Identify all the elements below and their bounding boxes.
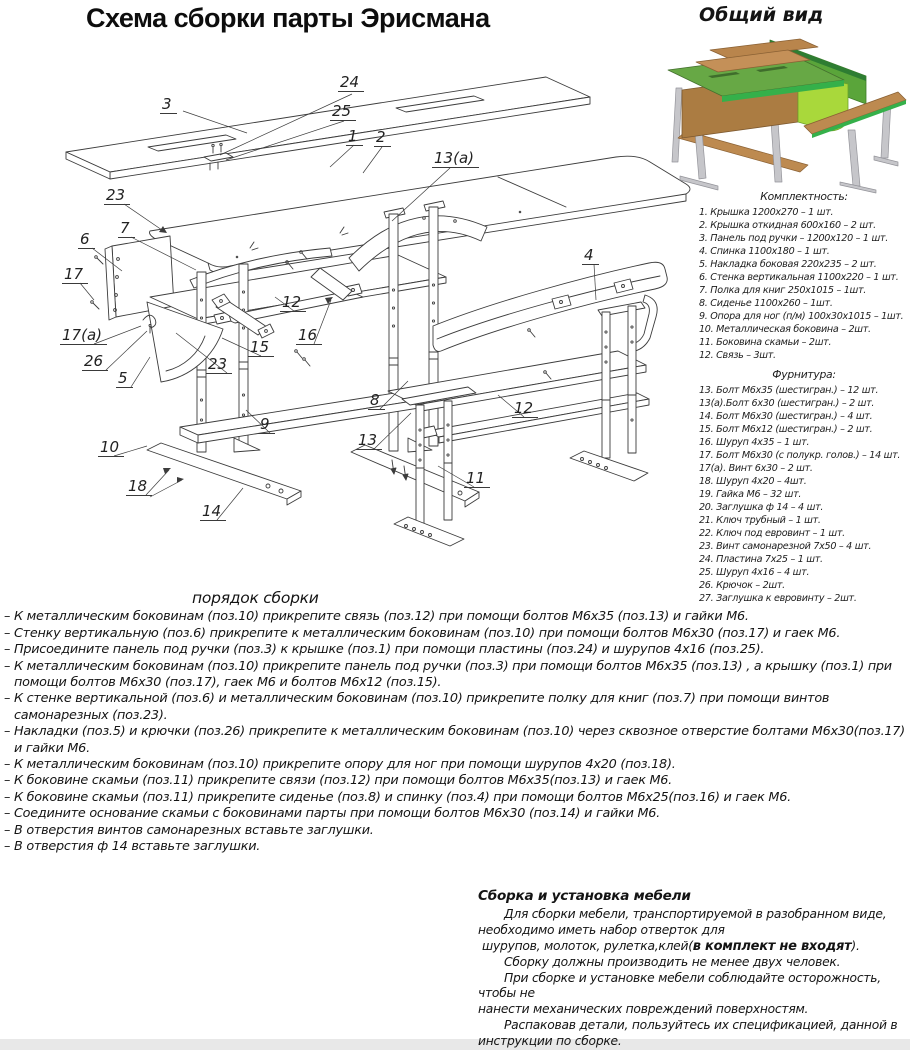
parts-item: 4. Спинка 1100х180 – 1 шт. <box>699 246 830 257</box>
callout-label: 16 <box>296 327 322 345</box>
parts-list <box>699 190 909 605</box>
hardware-item: 25. Шуруп 4х16 – 4 шт. <box>699 567 810 578</box>
parts-item: 6. Стенка вертикальная 1100х220 – 1 шт. <box>699 272 899 283</box>
note-line: нанести механических повреждений поверхностям. <box>478 1002 809 1017</box>
parts-item: 1. Крышка 1200х270 – 1 шт. <box>699 207 834 218</box>
parts-item: 11. Боковина скамьи – 2шт. <box>699 337 832 348</box>
hardware-item: 21. Ключ трубный – 1 шт. <box>699 515 821 526</box>
hardware-item: 18. Шуруп 4х20 – 4шт. <box>699 476 807 487</box>
callout-label: 2 <box>374 129 391 147</box>
callout-label: 13 <box>356 432 382 450</box>
assembly-order-section <box>4 590 907 856</box>
note-line-part: шурупов, молоток, рулетка,клей( <box>482 938 693 953</box>
hardware-item: 26. Крючок – 2шт. <box>699 580 785 591</box>
installation-note-header: Сборка и установка мебели <box>478 888 691 904</box>
installation-note <box>478 889 907 1050</box>
hardware-item: 14. Болт М6х30 (шестигран.) – 4 шт. <box>699 411 873 422</box>
assembly-step: – К металлическим боковинам (поз.10) прикрепите опору для ног при помощи шурупов 4х20 (поз.18). <box>4 757 676 773</box>
callout-label: 7 <box>118 220 135 238</box>
callout-label: 18 <box>126 478 152 496</box>
callout-label: 5 <box>116 370 133 388</box>
hardware-item: 27. Заглушка к евровинту – 2шт. <box>699 593 857 604</box>
assembly-order-header: порядок сборки <box>192 589 319 607</box>
page-title: Схема сборки парты Эрисмана <box>86 3 490 33</box>
hardware-list-header: Фурнитура: <box>772 368 836 381</box>
callout-label: 8 <box>368 392 385 410</box>
callout-label: 12 <box>512 400 538 418</box>
assembly-step: – В отверстия винтов самонарезных вставьте заглушки. <box>4 822 374 838</box>
callout-label: 9 <box>258 416 275 434</box>
note-line: При сборке и установке мебели соблюдайте осторожность, чтобы не <box>478 970 881 1001</box>
callout-label: 23 <box>104 187 130 205</box>
hardware-item: 16. Шуруп 4х35 – 1 шт. <box>699 437 810 448</box>
hardware-item: 13(а).Болт 6х30 (шестигран.) – 2 шт. <box>699 398 875 409</box>
assembly-step: – К боковине скамьи (поз.11) прикрепите связи (поз.12) при помощи болтов М6х35(поз.13) и гаек М6. <box>4 773 672 789</box>
note-line: необходимо иметь набор отверток для <box>478 922 725 937</box>
callout-label: 24 <box>338 74 364 92</box>
hardware-item: 22. Ключ под евровинт – 1 шт. <box>699 528 845 539</box>
note-line: Для сборки мебели, транспортируемой в разобранном виде, <box>504 906 887 921</box>
assembly-step: – К металлическим боковинам (поз.10) прикрепите связь (поз.12) при помощи болтов М6х35 (поз.13) и гайки М6. <box>4 609 749 625</box>
note-line <box>478 939 907 955</box>
parts-item: 10. Металлическая боковина – 2шт. <box>699 324 871 335</box>
note-line: Распаковав детали, пользуйтесь их спецификацией, данной в <box>504 1018 898 1033</box>
parts-list-header: Комплектность: <box>760 190 848 203</box>
parts-item: 12. Связь – 3шт. <box>699 350 776 361</box>
note-bold-phrase: в комплект не входят <box>692 938 852 954</box>
callout-label: 13(а) <box>432 150 479 168</box>
assembly-step: – Присоедините панель под ручки (поз.3) к крышке (поз.1) при помощи пластины (поз.24) и шурупов 4х16 (поз.25). <box>4 642 765 658</box>
assembly-step: – К боковине скамьи (поз.11) прикрепите сиденье (поз.8) и спинку (поз.4) при помощи болтов М6х25(поз.16) и гаек М6. <box>4 789 791 805</box>
hardware-item: 24. Пластина 7х25 – 1 шт. <box>699 554 823 565</box>
callout-label: 17 <box>62 266 88 284</box>
hardware-item: 19. Гайка М6 – 32 шт. <box>699 489 802 500</box>
parts-item: 9. Опора для ног (п/м) 100х30х1015 – 1шт. <box>699 311 904 322</box>
hardware-item: 13. Болт М6х35 (шестигран.) – 12 шт. <box>699 385 879 396</box>
parts-item: 2. Крышка откидная 600х160 – 2 шт. <box>699 220 876 231</box>
callout-label: 23 <box>206 356 232 374</box>
general-view-label: Общий вид <box>699 4 824 26</box>
callout-label: 17(а) <box>60 327 107 345</box>
hardware-item: 23. Винт самонарезной 7х50 – 4 шт. <box>699 541 872 552</box>
callout-label: 3 <box>160 96 177 114</box>
assembly-step: – К стенке вертикальной (поз.6) и металлическим боковинам (поз.10) прикрепите полку для книг (поз.7) при помощи винтов самонарезных (поз.23). <box>4 691 830 723</box>
hardware-item: 17. Болт М6х30 (с полукр. голов.) – 14 шт. <box>699 450 901 461</box>
callout-label: 12 <box>280 294 306 312</box>
callout-label: 26 <box>82 353 108 371</box>
parts-item: 8. Сиденье 1100х260 – 1шт. <box>699 298 833 309</box>
parts-item: 7. Полка для книг 250х1015 – 1шт. <box>699 285 867 296</box>
assembly-step: – Соедините основание скамьи с боковинами парты при помощи болтов М6х30 (поз.14) и гайки М6. <box>4 806 660 822</box>
general-view-image <box>652 30 908 192</box>
callout-label: 15 <box>248 339 274 357</box>
callout-label: 1 <box>346 128 363 146</box>
callout-label: 11 <box>464 470 490 488</box>
hardware-item: 17(а). Винт 6х30 – 2 шт. <box>699 463 813 474</box>
callout-label: 25 <box>330 103 356 121</box>
assembly-step: – Стенку вертикальную (поз.6) прикрепите к металлическим боковинам (поз.10) при помощи болтов М6х30 (поз.17) и гаек М6. <box>4 625 841 641</box>
assembly-step: – В отверстия ф 14 вставьте заглушки. <box>4 839 261 855</box>
callout-label: 14 <box>200 503 226 521</box>
hardware-item: 20. Заглушка ф 14 – 4 шт. <box>699 502 824 513</box>
note-line: инструкции по сборке. <box>478 1034 622 1049</box>
callout-label: 10 <box>98 439 124 457</box>
assembly-step: – К металлическим боковинам (поз.10) прикрепите панель под ручки (поз.3) при помощи болтов М6х35 (поз.13) , а крышку (поз.1) при помощи болтов М6х30 (поз.17), гаек М6 и болтов М6х12 (поз.15). <box>4 658 892 691</box>
callout-label: 4 <box>582 247 599 265</box>
note-line: Сборку должны производить не менее двух человек. <box>504 954 841 969</box>
hardware-item: 15. Болт М6х12 (шестигран.) – 2 шт. <box>699 424 873 435</box>
assembly-step: – Накладки (поз.5) и крючки (поз.26) прикрепите к металлическим боковинам (поз.10) через сквозное отверстие болтами М6х30(поз.17) и гайки М6. <box>4 724 905 756</box>
parts-item: 3. Панель под ручки – 1200х120 – 1 шт. <box>699 233 888 244</box>
note-line-part: ). <box>851 938 860 953</box>
parts-item: 5. Накладка боковая 220х235 – 2 шт. <box>699 259 877 270</box>
callout-label: 6 <box>78 231 95 249</box>
